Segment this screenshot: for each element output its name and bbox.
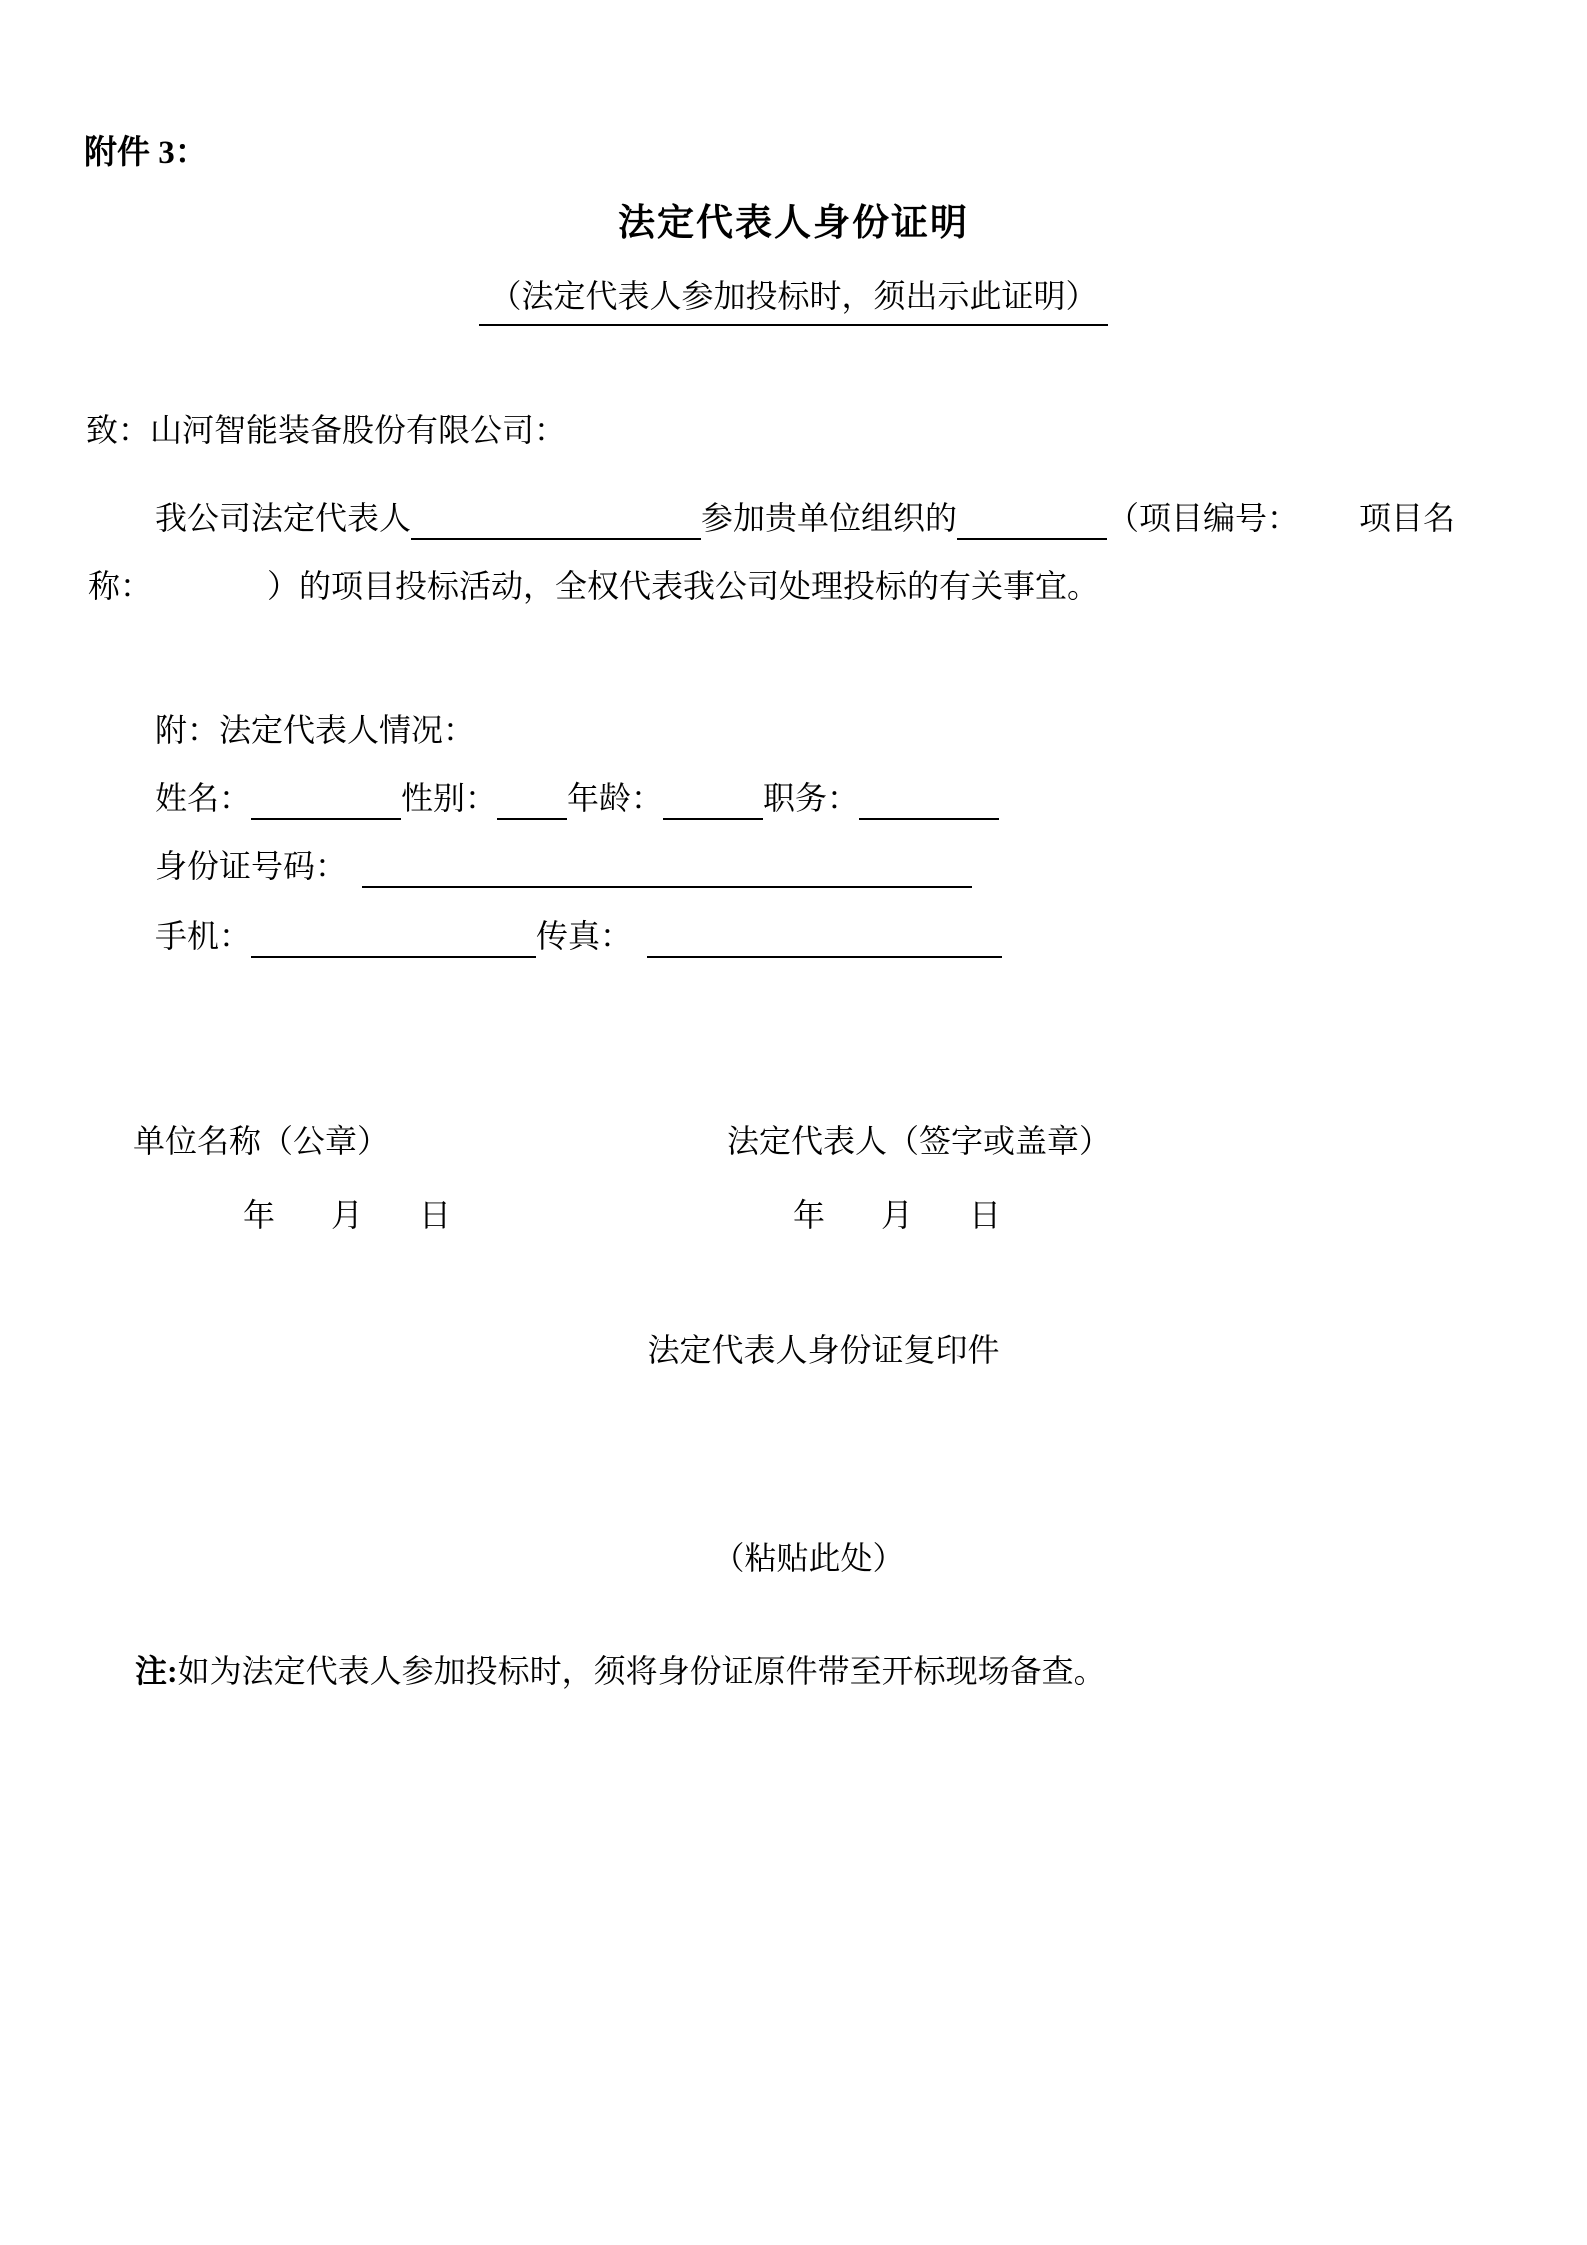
paragraph-text: ）的项目投标活动，全权代表我公司处理投标的有关事宜。 — [267, 568, 1100, 604]
paragraph-text: 我公司法定代表人 — [155, 500, 412, 536]
date-line-representative — [793, 1195, 1001, 1237]
body-paragraph-line2 — [88, 566, 1099, 608]
attachment-label: 附件 3： — [84, 135, 208, 171]
blank-project — [957, 502, 1107, 540]
paragraph-text: （项目编号： — [1107, 500, 1300, 536]
mobile-label: 手机： — [155, 918, 252, 954]
company-seal-label: 单位名称（公章） — [133, 1123, 390, 1159]
note-line — [135, 1651, 1106, 1693]
day-label: 日 — [969, 1197, 1002, 1233]
field-row-name-gender-age-title — [155, 778, 999, 820]
field-row-id-number — [155, 846, 972, 888]
body-paragraph-line1 — [155, 498, 1455, 540]
year-label: 年 — [793, 1197, 826, 1233]
name-label: 姓名： — [155, 780, 252, 816]
representative-info-heading: 附：法定代表人情况： — [155, 712, 476, 748]
paragraph-text: 称： — [88, 568, 153, 604]
note-text: 如为法定代表人参加投标时，须将身份证原件带至开标现场备查。 — [177, 1653, 1106, 1689]
blank-id-number — [362, 850, 972, 888]
day-label: 日 — [419, 1197, 452, 1233]
rep-signature-label: 法定代表人（签字或盖章） — [727, 1123, 1112, 1159]
label-gap — [347, 876, 362, 877]
blank-title — [859, 782, 999, 820]
field-row-phone-fax — [155, 916, 1002, 958]
month-label: 月 — [881, 1197, 914, 1233]
blank-fax — [647, 920, 1002, 958]
paragraph-text: 项目名 — [1359, 500, 1456, 536]
blank-age — [663, 782, 763, 820]
month-label: 月 — [331, 1197, 364, 1233]
id-copy-heading: 法定代表人身份证复印件 — [647, 1332, 1000, 1368]
gender-label: 性别： — [401, 780, 498, 816]
addressee-line: 致：山河智能装备股份有限公司： — [86, 412, 567, 448]
blank-mobile — [251, 920, 536, 958]
id-number-label: 身份证号码： — [155, 848, 348, 884]
blank-representative-name — [411, 502, 701, 540]
blank-project-name — [152, 596, 267, 597]
document-subtitle: （法定代表人参加投标时，须出示此证明） — [479, 276, 1107, 326]
note-prefix: 注: — [135, 1653, 178, 1689]
blank-project-number — [1299, 528, 1359, 529]
paragraph-text: 参加贵单位组织的 — [701, 500, 958, 536]
blank-gender — [497, 782, 567, 820]
document-title: 法定代表人身份证明 — [618, 203, 969, 244]
age-label: 年龄： — [567, 780, 664, 816]
label-gap — [632, 946, 647, 947]
date-line-company — [243, 1195, 451, 1237]
title-label: 职务： — [763, 780, 860, 816]
fax-label: 传真： — [536, 918, 633, 954]
blank-name — [251, 782, 401, 820]
year-label: 年 — [243, 1197, 276, 1233]
paste-here-label: （粘贴此处） — [712, 1540, 905, 1576]
document-subtitle-wrap — [0, 276, 1587, 326]
